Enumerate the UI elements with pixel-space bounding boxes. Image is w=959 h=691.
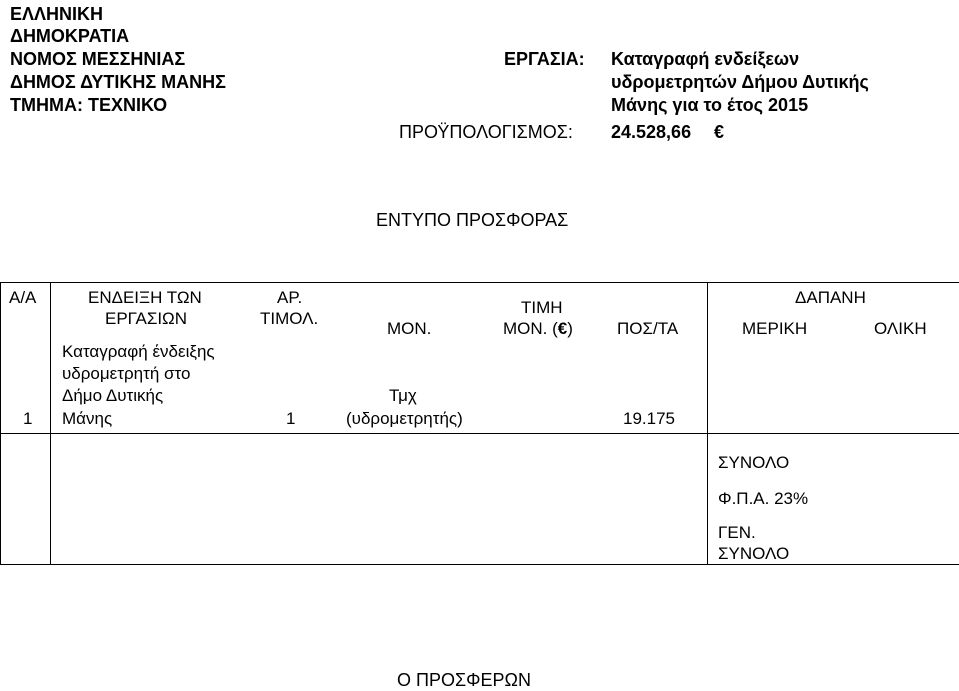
header-total: ΟΛΙΚΗ bbox=[874, 319, 927, 338]
row-desc-line4: Μάνης bbox=[62, 409, 113, 428]
header-ar-line2: ΤΙΜΟΛ. bbox=[260, 309, 319, 328]
org-line-4: ΔΗΜΟΣ ΔΥΤΙΚΗΣ ΜΑΝΗΣ bbox=[10, 72, 226, 92]
row-unit-line2: (υδρομετρητής) bbox=[346, 409, 463, 428]
row-qty: 19.175 bbox=[623, 409, 675, 428]
header-price-post: ) bbox=[567, 319, 573, 338]
header-desc-line2: ΕΡΓΑΣΙΩΝ bbox=[105, 309, 188, 328]
summary-subtotal: ΣΥΝΟΛΟ bbox=[718, 453, 790, 472]
work-label: ΕΡΓΑΣΙΑ: bbox=[504, 49, 585, 69]
summary-grand-line2: ΣΥΝΟΛΟ bbox=[718, 544, 790, 563]
work-line-2: υδρομετρητών Δήμου Δυτικής bbox=[611, 72, 869, 92]
header-ar-line1: ΑΡ. bbox=[277, 288, 303, 307]
budget-label: ΠΡΟΫΠΟΛΟΓΙΣΜΟΣ: bbox=[399, 122, 573, 142]
header-price-line1: ΤΙΜΗ bbox=[521, 298, 563, 317]
header-expense-group: ΔΑΠΑΝΗ bbox=[795, 288, 866, 307]
header-qty: ΠΟΣ/ΤΑ bbox=[617, 319, 679, 338]
table-border-left bbox=[0, 282, 1, 564]
header-mon: ΜΟΝ. bbox=[387, 319, 432, 338]
row-unit-line1: Τμχ bbox=[389, 386, 417, 405]
row-desc-line2: υδρομετρητή στο bbox=[62, 364, 191, 383]
table-border-top bbox=[0, 282, 959, 283]
work-line-1: Καταγραφή ενδείξεων bbox=[611, 49, 800, 69]
summary-grand-line1: ΓΕΝ. bbox=[718, 523, 756, 542]
org-line-3: ΝΟΜΟΣ ΜΕΣΣΗΝΙΑΣ bbox=[10, 49, 186, 69]
col-divider-qty bbox=[707, 282, 708, 564]
bidder-label: Ο ΠΡΟΣΦΕΡΩΝ bbox=[397, 670, 531, 690]
summary-vat: Φ.Π.Α. 23% bbox=[718, 489, 809, 508]
row-desc-line3: Δήμο Δυτικής bbox=[62, 386, 164, 405]
row-aa: 1 bbox=[23, 409, 33, 428]
col-divider-aa bbox=[50, 282, 51, 564]
header-desc-line1: ΕΝΔΕΙΞΗ ΤΩΝ bbox=[88, 288, 202, 307]
work-line-3: Μάνης για το έτος 2015 bbox=[611, 95, 809, 115]
org-line-2: ΔΗΜΟΚΡΑΤΙΑ bbox=[10, 26, 130, 46]
form-title: ΕΝΤΥΠΟ ΠΡΟΣΦΟΡΑΣ bbox=[376, 210, 569, 230]
org-line-5: ΤΜΗΜΑ: ΤΕΧΝΙΚΟ bbox=[10, 95, 168, 115]
row-divider bbox=[0, 433, 959, 434]
budget-value: 24.528,66 bbox=[611, 122, 692, 142]
header-price-pre: ΜΟΝ. ( bbox=[503, 319, 558, 338]
table-border-bottom bbox=[0, 564, 959, 565]
header-aa: Α/Α bbox=[9, 288, 37, 307]
euro-icon: € bbox=[557, 319, 568, 338]
org-line-1: ΕΛΛΗΝΙΚΗ bbox=[10, 4, 104, 24]
header-price-line2 bbox=[503, 318, 573, 339]
row-desc-line1: Καταγραφή ένδειξης bbox=[62, 342, 215, 361]
header-partial: ΜΕΡΙΚΗ bbox=[742, 319, 808, 338]
euro-icon: € bbox=[714, 122, 725, 142]
row-ar: 1 bbox=[286, 409, 296, 428]
